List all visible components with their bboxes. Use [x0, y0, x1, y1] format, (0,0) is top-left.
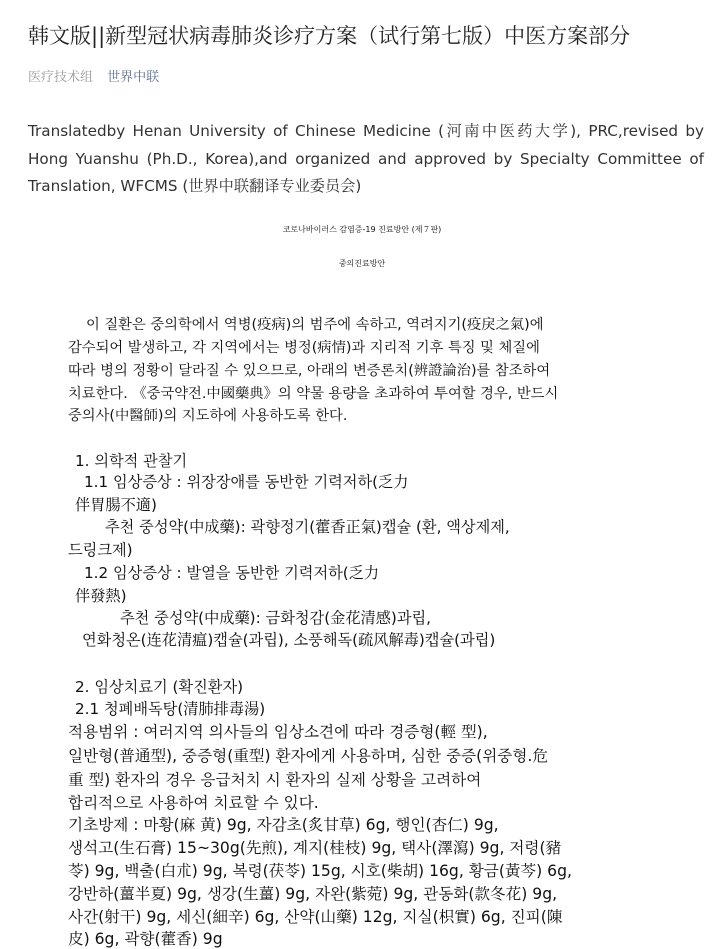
symptom-title: 1.2 임상증상 : 발열을 동반한 기력저하(乏力: [84, 564, 380, 582]
formula-line: 苓) 9g, 백출(白朮) 9g, 복령(茯苓) 15g, 시호(柴胡) 16g, 황금(黃芩) 6g,: [68, 862, 572, 880]
symptom-title: 1.1 임상증상 : 위장장애를 동반한 기력저하(乏力: [84, 473, 409, 491]
recommended-medicine-cont: 드링크제): [68, 541, 133, 559]
source-label: 医疗技术组: [28, 70, 94, 85]
doc-heading: 코로나바이러스 감염증-19 진료방안 (제７판): [282, 225, 442, 234]
scope-line: 重 型) 환자의 경우 응급처치 시 환자의 실제 상황을 고려하여: [68, 771, 482, 789]
scope-line: 합리적으로 사용하여 치료할 수 있다.: [68, 794, 319, 812]
scope-line: 일반형(普通型), 중증형(重型) 환자에게 사용하며, 심한 중증(위중형.危: [68, 747, 548, 765]
section-heading: 1. 의학적 관찰기: [75, 452, 188, 470]
intro-line: 이 질환은 중의학에서 역병(疫病)의 범주에 속하고, 역려지기(疫戾之氣)에: [86, 317, 544, 333]
intro-line: 중의사(中醫師)의 지도하에 사용하도록 한다.: [68, 408, 348, 424]
symptom-title-cont: 伴胃腸不適): [75, 496, 157, 514]
intro-line: 따라 병의 정황이 달라질 수 있으므로, 아래의 변증론치(辨證論治)를 참조하여: [68, 363, 551, 379]
translator-note: Translatedby Henan University of Chinese Medicine (河南中医药大学), PRC,revised by Hong Yuanshu (Ph.D., Korea),and organized and approved by Specialty Committee of Translation, WFCMS (世界中联翻译专业委员会): [28, 122, 704, 195]
article-meta: [28, 66, 159, 85]
intro-line: 감수되어 발생하고, 각 지역에서는 병정(病情)과 지리적 기후 특징 및 체질에: [68, 340, 540, 356]
scope-line: 적용범위 : 여러지역 의사들의 임상소견에 따라 경증형(輕 型),: [68, 723, 488, 741]
recommended-medicine-cont: 연화청온(连花清瘟)캡슐(과립), 소풍해독(疏风解毒)캡슐(과립): [82, 631, 496, 649]
intro-line: 치료한다. 《중국약전.中國藥典》의 약물 용량을 초과하여 투여할 경우, 반드시: [68, 386, 559, 402]
doc-subheading: 중의진료방안: [338, 259, 386, 268]
formula-line: 기초방제 : 마황(麻 黄) 9g, 자감초(炙甘草) 6g, 행인(杏仁) 9g,: [68, 816, 499, 834]
formula-line: 사간(射干) 9g, 세신(細辛) 6g, 산약(山藥) 12g, 지실(枳實) 6g, 진피(陳: [68, 908, 563, 926]
article-title: 韩文版||新型冠状病毒肺炎诊疗方案（试行第七版）中医方案部分: [28, 24, 631, 48]
formula-line: 皮) 6g, 곽향(藿香) 9g: [68, 930, 223, 948]
section-heading: 2. 임상치료기 (확진환자): [75, 678, 244, 696]
formula-line: 강반하(薑半夏) 9g, 생강(生薑) 9g, 자완(紫菀) 9g, 관동화(款冬花) 9g,: [68, 885, 558, 903]
formula-line: 생석고(生石膏) 15~30g(先煎), 계지(桂枝) 9g, 택사(澤瀉) 9g, 저령(豬: [68, 839, 562, 857]
account-link[interactable]: 世界中联: [107, 70, 160, 85]
recommended-medicine: 추천 중성약(中成藥): 곽향정기(藿香正氣)캡슐 (환, 액상제제,: [105, 518, 510, 536]
symptom-title-cont: 伴發熱): [75, 587, 127, 605]
recommended-medicine: 추천 중성약(中成藥): 금화청감(金花清感)과립,: [120, 609, 431, 627]
subsection-heading: 2.1 청폐배독탕(清肺排毒湯): [75, 700, 266, 718]
